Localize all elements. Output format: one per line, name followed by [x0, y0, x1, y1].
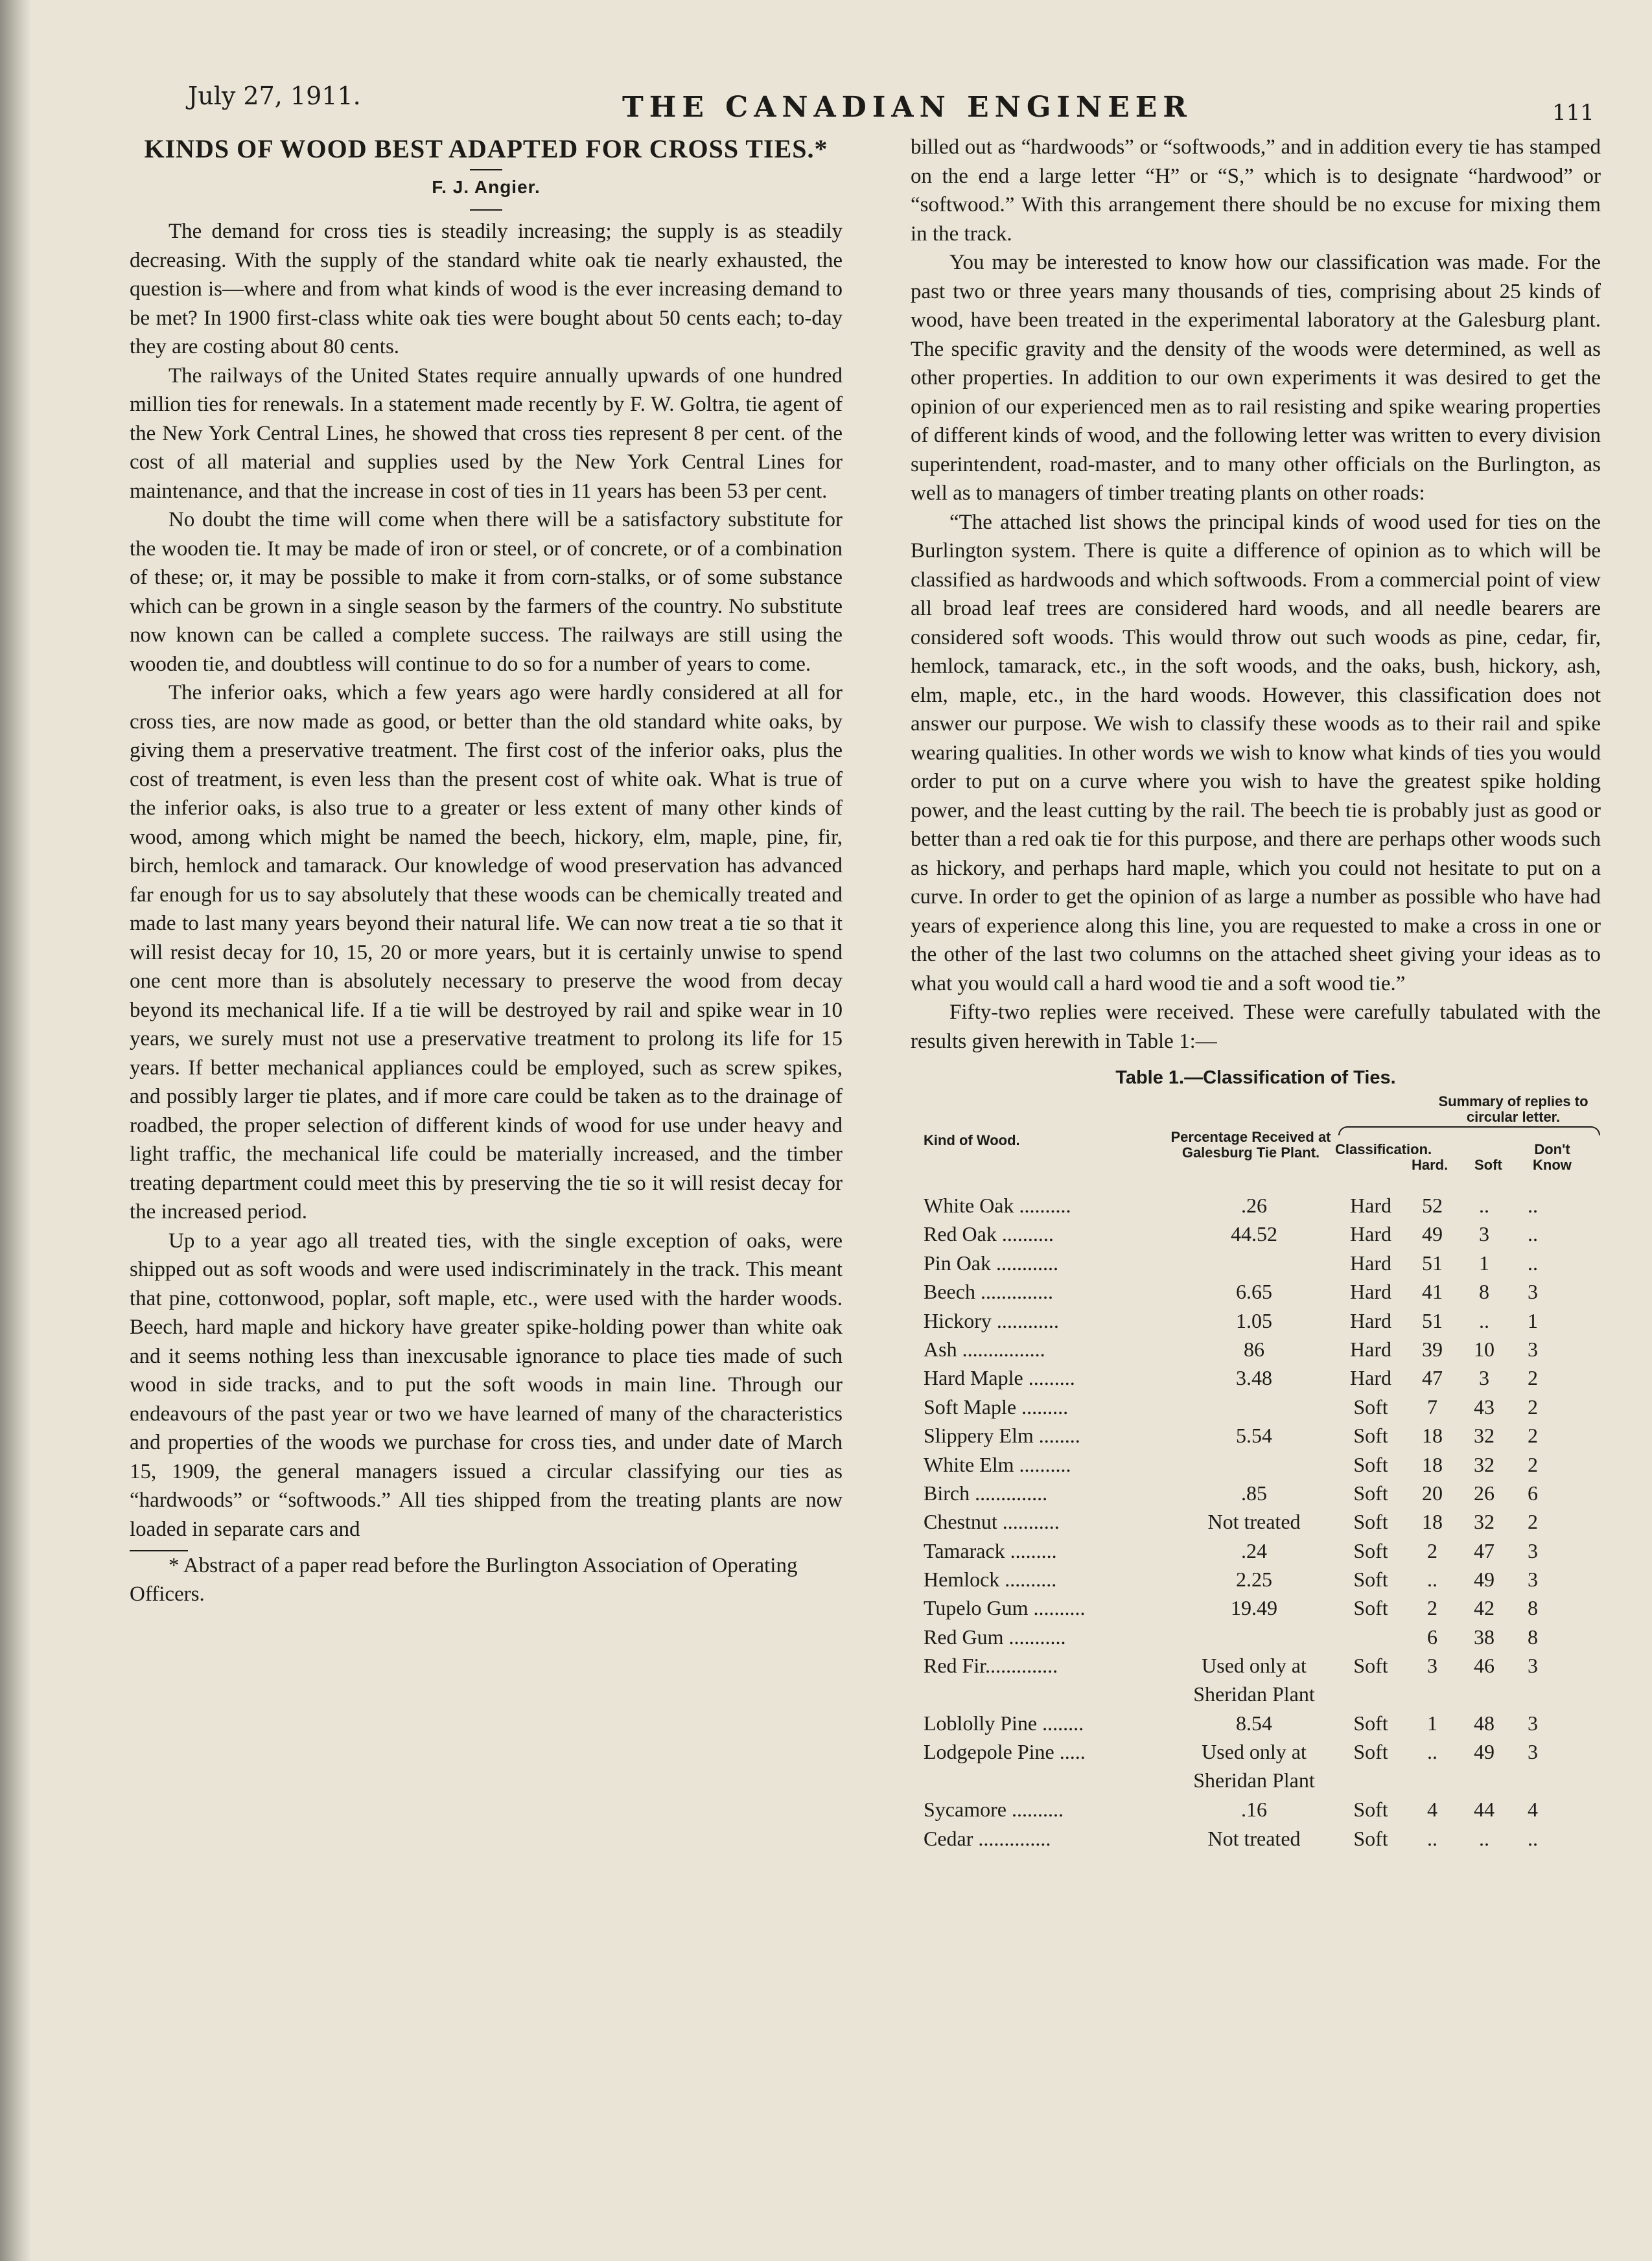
- page-header: [0, 76, 1652, 128]
- cell-percentage: 3.48: [1236, 1366, 1272, 1390]
- paragraph: billed out as “hardwoods” or “softwoods,” and in addition every tie has stamped on the end a large letter “H” or “S,” which is to designate “hardwood” or “softwood.” With this arrangement there should be no excuse for mixing them in the track.: [911, 135, 1601, 246]
- cell-hard: 49: [1422, 1222, 1443, 1246]
- cell-kind: Cedar ..............: [924, 1826, 1051, 1850]
- table-row: [911, 1335, 1601, 1363]
- cell-kind: Beech ..............: [924, 1280, 1053, 1304]
- left-column: [130, 133, 843, 1608]
- table-row: [911, 1709, 1601, 1737]
- title-rule: [470, 169, 502, 170]
- header-dont-know: Don't Know: [1533, 1141, 1572, 1173]
- cell-hard: 18: [1422, 1424, 1443, 1448]
- cell-hard: 20: [1422, 1481, 1443, 1505]
- cell-hard: 4: [1427, 1798, 1437, 1822]
- cell-hard: 51: [1422, 1308, 1443, 1332]
- cell-dont-know: ..: [1528, 1194, 1538, 1217]
- cell-classification: Hard: [1350, 1337, 1391, 1361]
- cell-soft: ..: [1479, 1194, 1489, 1217]
- cell-soft: 49: [1474, 1568, 1495, 1592]
- table-row: [911, 1795, 1601, 1824]
- cell-dont-know: 2: [1528, 1452, 1538, 1476]
- cell-dont-know: 3: [1528, 1711, 1538, 1735]
- cell-kind: White Elm ..........: [924, 1452, 1071, 1476]
- table-row: [911, 1220, 1601, 1248]
- cell-percentage: 2.25: [1236, 1568, 1272, 1592]
- cell-classification: Soft: [1353, 1798, 1388, 1822]
- cell-dont-know: 3: [1528, 1740, 1538, 1764]
- cell-kind: Pin Oak ............: [924, 1251, 1058, 1275]
- header-summary: Summary of replies to circular letter.: [1438, 1093, 1588, 1125]
- cell-hard: 18: [1422, 1510, 1443, 1534]
- table-caption: Table 1.—Classification of Ties.: [1115, 1067, 1396, 1088]
- cell-hard: 47: [1422, 1366, 1443, 1390]
- paragraph: You may be interested to know how our classification was made. For the past two or three years many thousands of ties, comprising about 25 kinds of wood, have been treated in the experimental laboratory at the Galesburg plant. The specific gravity and the density of the woods were determined, as well as other properties. In addition to our own experiments it was desired to get the opinion of our experienced men as to rail resisting and spike wearing properties of different kinds of wood, and the following letter was written to every division superintendent, road-master, and to many other officials on the Burlington, as well as to managers of timber treating plants on other roads:: [911, 251, 1601, 505]
- cell-dont-know: 8: [1528, 1596, 1538, 1620]
- table-row: [911, 1594, 1601, 1622]
- cell-percentage: 5.54: [1236, 1424, 1272, 1448]
- cell-percentage: 1.05: [1236, 1308, 1272, 1332]
- cell-dont-know: 1: [1528, 1308, 1538, 1332]
- cell-classification: Soft: [1353, 1538, 1388, 1562]
- cell-percentage: 6.65: [1236, 1280, 1272, 1304]
- cell-classification: Soft: [1353, 1452, 1388, 1476]
- table-row: [911, 1507, 1601, 1536]
- table-row: [911, 1450, 1601, 1479]
- table-row: [911, 1565, 1601, 1594]
- paragraph: No doubt the time will come when there will be a satisfactory substitute for the wooden tie. It may be made of iron or steel, or of concrete, or of a combination of these; or, it may be possible to make it from corn-stalks, or of some substance which can be grown in a single season by the farmers of the country. No substitute now known can be called a complete success. The railways are still using the wooden tie, and doubtless will continue to do so for a number of years to come.: [130, 508, 843, 676]
- cell-hard: 2: [1427, 1596, 1437, 1620]
- header-classification: Classification.: [1335, 1141, 1432, 1157]
- cell-kind: Loblolly Pine ........: [924, 1711, 1084, 1735]
- cell-dont-know: 3: [1528, 1538, 1538, 1562]
- cell-dont-know: 2: [1528, 1395, 1538, 1419]
- cell-kind: Hemlock ..........: [924, 1568, 1057, 1592]
- cell-kind: Red Gum ...........: [924, 1625, 1066, 1649]
- cell-soft: 38: [1474, 1625, 1495, 1649]
- cell-kind: Tamarack .........: [924, 1538, 1057, 1562]
- cell-soft: 3: [1479, 1222, 1489, 1246]
- cell-soft: ..: [1479, 1826, 1489, 1850]
- cell-hard: 3: [1427, 1654, 1437, 1678]
- cell-dont-know: 2: [1528, 1510, 1538, 1534]
- cell-dont-know: 8: [1528, 1625, 1538, 1649]
- cell-dont-know: 2: [1528, 1366, 1538, 1390]
- table-row: [911, 1536, 1601, 1565]
- table-row: [911, 1191, 1601, 1220]
- cell-classification: Hard: [1350, 1251, 1391, 1275]
- cell-dont-know: 6: [1528, 1481, 1538, 1505]
- header-soft: Soft: [1474, 1157, 1502, 1173]
- cell-soft: 1: [1479, 1251, 1489, 1275]
- table-row: [911, 1277, 1601, 1306]
- table-row: [911, 1623, 1601, 1651]
- cell-soft: ..: [1479, 1308, 1489, 1332]
- cell-hard: ..: [1427, 1826, 1437, 1850]
- paragraph: The railways of the United States require annually upwards of one hundred million ties for renewals. In a statement made recently by F. W. Goltra, tie agent of the New York Central Lines, he showed that cross ties represent 8 per cent. of the cost of all material and supplies used by the New York Central Lines for maintenance, and that the increase in cost of ties in 11 years has been 53 per cent.: [130, 364, 843, 503]
- cell-hard: 52: [1422, 1194, 1443, 1217]
- right-column: [911, 133, 1601, 1853]
- cell-dont-know: 3: [1528, 1654, 1538, 1678]
- cell-soft: 43: [1474, 1395, 1495, 1419]
- cell-classification: Hard: [1350, 1194, 1391, 1217]
- cell-soft: 8: [1479, 1280, 1489, 1304]
- cell-dont-know: 2: [1528, 1424, 1538, 1448]
- cell-soft: 3: [1479, 1366, 1489, 1390]
- page-binding-shadow: [0, 0, 31, 2261]
- cell-hard: 39: [1422, 1337, 1443, 1361]
- byline-rule: [470, 209, 502, 211]
- cell-kind: Hickory ............: [924, 1308, 1059, 1332]
- cell-kind: Slippery Elm ........: [924, 1424, 1080, 1448]
- cell-percentage: Used only at Sheridan Plant: [1193, 1740, 1315, 1792]
- cell-kind: Chestnut ...........: [924, 1510, 1060, 1534]
- cell-soft: 42: [1474, 1596, 1495, 1620]
- cell-classification: Soft: [1353, 1424, 1388, 1448]
- cell-classification: Soft: [1353, 1568, 1388, 1592]
- table-body: [911, 1191, 1601, 1853]
- cell-classification: Soft: [1353, 1826, 1388, 1850]
- cell-hard: 2: [1427, 1538, 1437, 1562]
- cell-percentage: 19.49: [1231, 1596, 1277, 1620]
- table-header: [911, 1094, 1601, 1191]
- cell-dont-know: 3: [1528, 1337, 1538, 1361]
- cell-soft: 10: [1474, 1337, 1495, 1361]
- cell-classification: Hard: [1350, 1308, 1391, 1332]
- cell-kind: Birch ..............: [924, 1481, 1048, 1505]
- cell-kind: Lodgepole Pine .....: [924, 1740, 1086, 1764]
- issue-date: July 27, 1911.: [188, 82, 361, 110]
- cell-percentage: 8.54: [1236, 1711, 1272, 1735]
- cell-hard: 7: [1427, 1395, 1437, 1419]
- cell-hard: ..: [1427, 1568, 1437, 1592]
- cell-classification: Soft: [1353, 1711, 1388, 1735]
- article-title: KINDS OF WOOD BEST ADAPTED FOR CROSS TIES.*: [144, 134, 828, 163]
- cell-percentage: Not treated: [1207, 1510, 1301, 1534]
- cell-percentage: Not treated: [1207, 1826, 1301, 1850]
- cell-classification: Hard: [1350, 1366, 1391, 1390]
- paragraph: Fifty-two replies were received. These were carefully tabulated with the results given herewith in Table 1:—: [911, 1001, 1601, 1053]
- cell-percentage: .24: [1241, 1538, 1267, 1562]
- cell-classification: Soft: [1353, 1596, 1388, 1620]
- cell-kind: Sycamore ..........: [924, 1798, 1064, 1822]
- cell-soft: 44: [1474, 1798, 1495, 1822]
- cell-dont-know: ..: [1528, 1826, 1538, 1850]
- footnote: * Abstract of a paper read before the Burlington Association of Operating Officers.: [130, 1554, 798, 1606]
- cell-dont-know: ..: [1528, 1222, 1538, 1246]
- cell-percentage: Used only at Sheridan Plant: [1193, 1654, 1315, 1706]
- table-row: [911, 1249, 1601, 1277]
- cell-hard: 1: [1427, 1711, 1437, 1735]
- paragraph: The inferior oaks, which a few years ago were hardly considered at all for cross ties, are now made as good, or better than the old standard white oaks, by giving them a preservative treatment. The first cost of the inferior oaks, plus the cost of treatment, is even less than the present cost of white oak. What is true of the inferior oaks, is also true to a greater or less extent of many other kinds of wood, among which might be named the beech, hickory, elm, maple, pine, fir, birch, hemlock and tamarack. Our knowledge of wood preservation has advanced far enough for us to say absolutely that these woods can be chemically treated and made to last many years beyond their natural life. We can now treat a tie so that it will resist decay for 10, 15, 20 or more years, but it is certainly unwise to spend one cent more than is absolutely necessary to preserve the wood from decay beyond its mechanical life. If a tie will be destroyed by rail and spike wear in 10 years, we surely must not use a preservative treatment to prolong its life for 15 years. If better mechanical appliances could be employed, such as screw spikes, and possibly larger tie plates, and if more care could be taken as to the drainage of roadbed, the proper selection of different kinds of wood for use under heavy and light traffic, the mechanical life could be materially increased, and the timber treating department could meet this by preserving the tie so it will resist decay for the increased period.: [130, 681, 843, 1223]
- cell-soft: 46: [1474, 1654, 1495, 1678]
- cell-percentage: .16: [1241, 1798, 1267, 1822]
- header-percentage: Percentage Received at Galesburg Tie Plant.: [1170, 1129, 1331, 1161]
- cell-classification: Soft: [1353, 1395, 1388, 1419]
- cell-kind: Soft Maple .........: [924, 1395, 1069, 1419]
- cell-hard: ..: [1427, 1740, 1437, 1764]
- paragraph: Up to a year ago all treated ties, with the single exception of oaks, were shipped out as soft woods and were used indiscriminately in the track. This meant that pine, cottonwood, poplar, soft maple, etc., were used with the harder woods. Beech, hard maple and hickory have greater spike-holding power than white oak and it seems nothing less than inexcusable ignorance to place ties made of such wood in side tracks, and to put the soft woods in main line. Through our endeavours of the past year or two we have learned of many of the characteristics and properties of the woods we purchase for cross ties, and under date of March 15, 1909, the general managers issued a circular classifying our ties as “hardwoods” or “softwoods.” All ties shipped from the treating plants are now loaded in separate cars and: [130, 1229, 843, 1541]
- cell-classification: Soft: [1353, 1654, 1388, 1678]
- paragraph: “The attached list shows the principal kinds of wood used for ties on the Burlington system. There is quite a difference of opinion as to which will be classified as hardwoods and which softwoods. From a commercial point of view all broad leaf trees are considered hard woods, and all needle bearers are considered soft woods. This would throw out such woods as pine, cedar, fir, hemlock, tamarack, etc., in the soft woods, and the oaks, bush, hickory, ash, elm, maple, etc., in the hard woods. However, this classification does not answer our purpose. We wish to classify these woods as to their rail and spike wearing qualities. In other words we wish to know what kinds of ties you would order to put on a curve where you wish to have the greatest spike holding power, and the least cutting by the rail. The beech tie is probably just as good or better than a red oak tie for this purpose, and there are perhaps other woods such as hickory, and perhaps hard maple, which you could not hesitate to put on a curve. In order to get the opinion of as large a number as possible who have had years of experience along this line, you are requested to make a cross in one or the other of the last two columns on the attached sheet giving your ideas as to what you would call a hard wood tie and a soft wood tie.”: [911, 510, 1601, 995]
- cell-hard: 51: [1422, 1251, 1443, 1275]
- header-kind: Kind of Wood.: [924, 1132, 1020, 1148]
- table-row: [911, 1737, 1601, 1795]
- cell-dont-know: ..: [1528, 1251, 1538, 1275]
- cell-kind: Ash ................: [924, 1337, 1045, 1361]
- cell-soft: 32: [1474, 1424, 1495, 1448]
- summary-brace: [1338, 1126, 1600, 1135]
- cell-classification: Soft: [1353, 1510, 1388, 1534]
- cell-soft: 32: [1474, 1452, 1495, 1476]
- cell-kind: Hard Maple .........: [924, 1366, 1075, 1390]
- cell-classification: Soft: [1353, 1481, 1388, 1505]
- table-row: [911, 1651, 1601, 1709]
- cell-percentage: 86: [1244, 1337, 1264, 1361]
- table-row: [911, 1479, 1601, 1507]
- cell-percentage: .85: [1241, 1481, 1267, 1505]
- cell-classification: Hard: [1350, 1280, 1391, 1304]
- cell-dont-know: 3: [1528, 1568, 1538, 1592]
- table-row: [911, 1824, 1601, 1853]
- cell-soft: 32: [1474, 1510, 1495, 1534]
- cell-soft: 49: [1474, 1740, 1495, 1764]
- cell-hard: 6: [1427, 1625, 1437, 1649]
- cell-kind: Red Oak ..........: [924, 1222, 1054, 1246]
- paragraph: The demand for cross ties is steadily increasing; the supply is as steadily decreasing. With the supply of the standard white oak tie nearly exhausted, the question is—where and from what kinds of wood is the ever increasing demand to be met? In 1900 first-class white oak ties were bought about 50 cents each; to-day they are costing about 80 cents.: [130, 220, 843, 358]
- journal-title: THE CANADIAN ENGINEER: [622, 91, 1192, 124]
- cell-classification: Soft: [1353, 1740, 1388, 1764]
- table-row: [911, 1363, 1601, 1392]
- cell-hard: 18: [1422, 1452, 1443, 1476]
- header-hard: Hard.: [1412, 1157, 1448, 1173]
- author-byline: F. J. Angier.: [432, 177, 541, 197]
- page-number: 111: [1552, 100, 1594, 126]
- cell-kind: Tupelo Gum ..........: [924, 1596, 1086, 1620]
- cell-hard: 41: [1422, 1280, 1443, 1304]
- cell-classification: Hard: [1350, 1222, 1391, 1246]
- cell-kind: Red Fir..............: [924, 1654, 1058, 1678]
- cell-dont-know: 3: [1528, 1280, 1538, 1304]
- cell-soft: 48: [1474, 1711, 1495, 1735]
- cell-percentage: 44.52: [1231, 1222, 1277, 1246]
- table-row: [911, 1421, 1601, 1450]
- cell-soft: 47: [1474, 1538, 1495, 1562]
- cell-percentage: .26: [1241, 1194, 1267, 1217]
- table-row: [911, 1306, 1601, 1335]
- cell-dont-know: 4: [1528, 1798, 1538, 1822]
- cell-soft: 26: [1474, 1481, 1495, 1505]
- cell-kind: White Oak ..........: [924, 1194, 1071, 1217]
- table-row: [911, 1393, 1601, 1421]
